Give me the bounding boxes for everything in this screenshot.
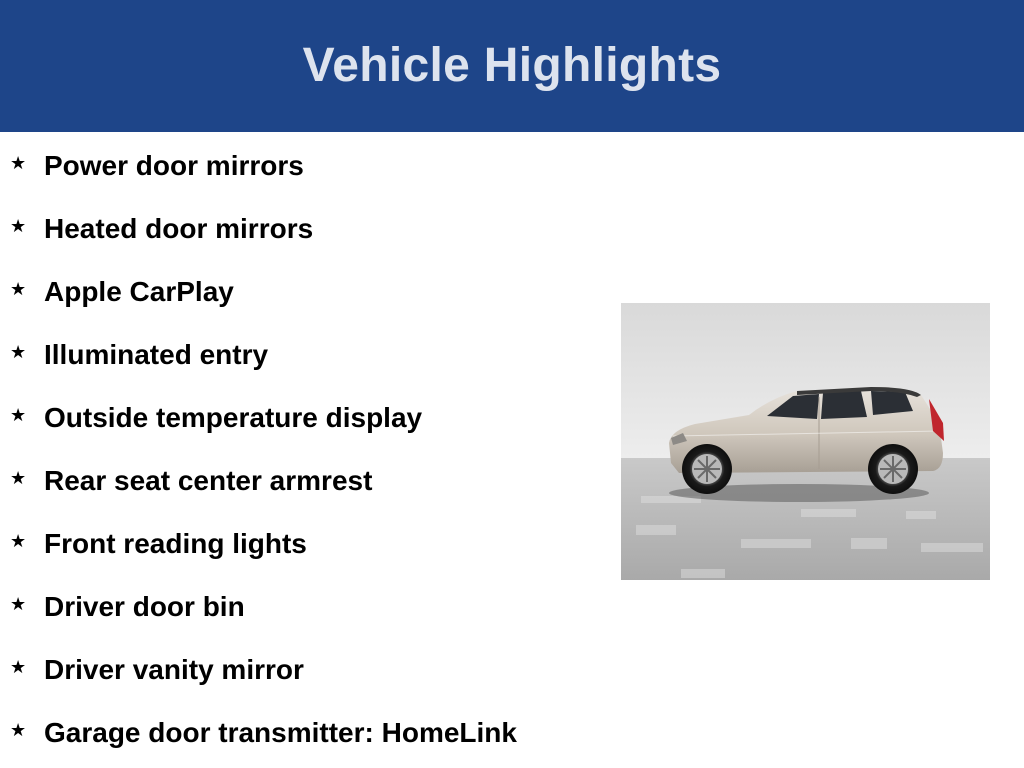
list-item	[10, 402, 422, 442]
list-item	[10, 465, 372, 505]
list-item	[10, 591, 245, 631]
list-item	[10, 213, 313, 253]
feature-label: Heated door mirrors	[44, 213, 314, 244]
star-icon: ★	[10, 720, 27, 740]
feature-label: Rear seat center armrest	[44, 465, 373, 496]
star-icon: ★	[10, 531, 27, 551]
star-icon: ★	[10, 657, 27, 677]
list-item	[10, 654, 304, 694]
star-icon: ★	[10, 594, 27, 614]
feature-label: Illuminated entry	[44, 339, 269, 370]
star-icon: ★	[10, 279, 27, 299]
list-item	[10, 339, 268, 379]
star-icon: ★	[10, 405, 27, 425]
star-icon: ★	[10, 342, 27, 362]
feature-label: Power door mirrors	[44, 150, 304, 181]
feature-label: Apple CarPlay	[44, 276, 234, 307]
star-icon: ★	[10, 216, 27, 236]
star-icon: ★	[10, 468, 27, 488]
list-item	[10, 276, 234, 316]
feature-label: Front reading lights	[44, 528, 307, 559]
list-item	[10, 150, 304, 190]
page-title: Vehicle Highlights	[302, 38, 722, 92]
feature-label: Driver vanity mirror	[44, 654, 304, 685]
star-icon: ★	[10, 153, 27, 173]
vehicle-photo-illustration	[621, 303, 990, 580]
vehicle-photo	[621, 303, 990, 580]
feature-label: Outside temperature display	[44, 402, 423, 433]
header-banner	[0, 0, 1024, 132]
feature-label: Garage door transmitter: HomeLink	[44, 717, 517, 748]
list-item	[10, 717, 517, 757]
feature-label: Driver door bin	[44, 591, 245, 622]
list-item	[10, 528, 307, 568]
